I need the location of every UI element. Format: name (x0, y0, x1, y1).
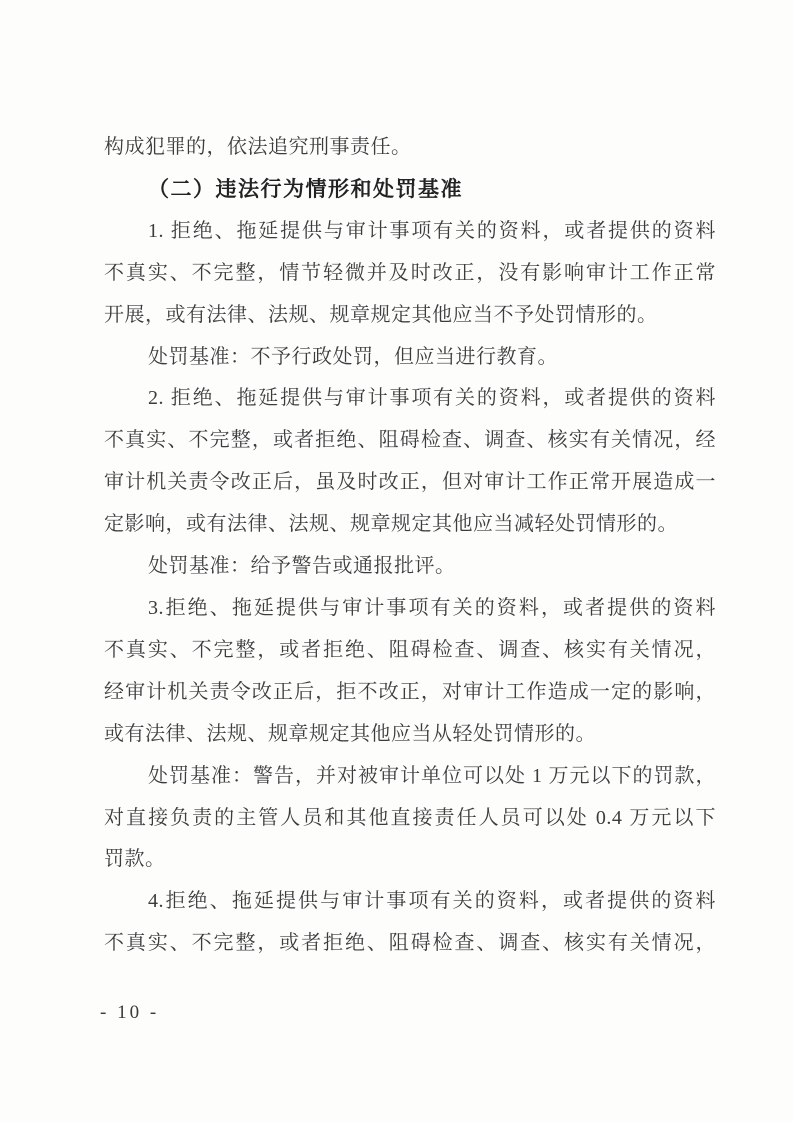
item-2-line: 审计机关责令改正后，虽及时改正，但对审计工作正常开展造成一 (104, 471, 716, 494)
document-body (104, 127, 716, 965)
page-number: - 10 - (100, 1002, 160, 1023)
section-heading: （二）违法行为情形和处罚基准 (148, 176, 463, 201)
penalty-standard-line: 处罚基准：给予警告或通报批评。 (148, 555, 456, 578)
item-1-line: 开展，或有法律、法规、规章规定其他应当不予处罚情形的。 (104, 303, 658, 326)
item-4-line: 不真实、不完整，或者拒绝、阻碍检查、调查、核实有关情况， (104, 932, 716, 955)
item-2-line: 定影响，或有法律、法规、规章规定其他应当减轻处罚情形的。 (104, 513, 678, 536)
item-1-line: 不真实、不完整，情节轻微并及时改正，没有影响审计工作正常 (104, 261, 716, 284)
paragraph-continuation-line: 构成犯罪的，依法追究刑事责任。 (104, 136, 412, 158)
item-3-line: 或有法律、法规、规章规定其他应当从轻处罚情形的。 (104, 722, 596, 745)
item-4-line: 4.拒绝、拖延提供与审计事项有关的资料，或者提供的资料 (148, 890, 716, 913)
penalty-standard-line: 处罚基准：警告，并对被审计单位可以处 1 万元以下的罚款， (148, 764, 716, 787)
item-2-line: 2. 拒绝、拖延提供与审计事项有关的资料，或者提供的资料 (148, 387, 716, 410)
penalty-standard-line: 处罚基准：不予行政处罚，但应当进行教育。 (148, 345, 558, 368)
penalty-standard-line: 对直接负责的主管人员和其他直接责任人员可以处 0.4 万元以下 (104, 806, 716, 829)
item-3-line: 不真实、不完整，或者拒绝、阻碍检查、调查、核实有关情况， (104, 638, 716, 661)
item-3-line: 经审计机关责令改正后，拒不改正，对审计工作造成一定的影响， (104, 680, 716, 703)
item-2-line: 不真实、不完整，或者拒绝、阻碍检查、调查、核实有关情况，经 (104, 429, 716, 452)
penalty-standard-line: 罚款。 (104, 848, 166, 871)
item-1-line: 1. 拒绝、拖延提供与审计事项有关的资料，或者提供的资料 (148, 219, 716, 242)
item-3-line: 3.拒绝、拖延提供与审计事项有关的资料，或者提供的资料 (148, 596, 716, 619)
